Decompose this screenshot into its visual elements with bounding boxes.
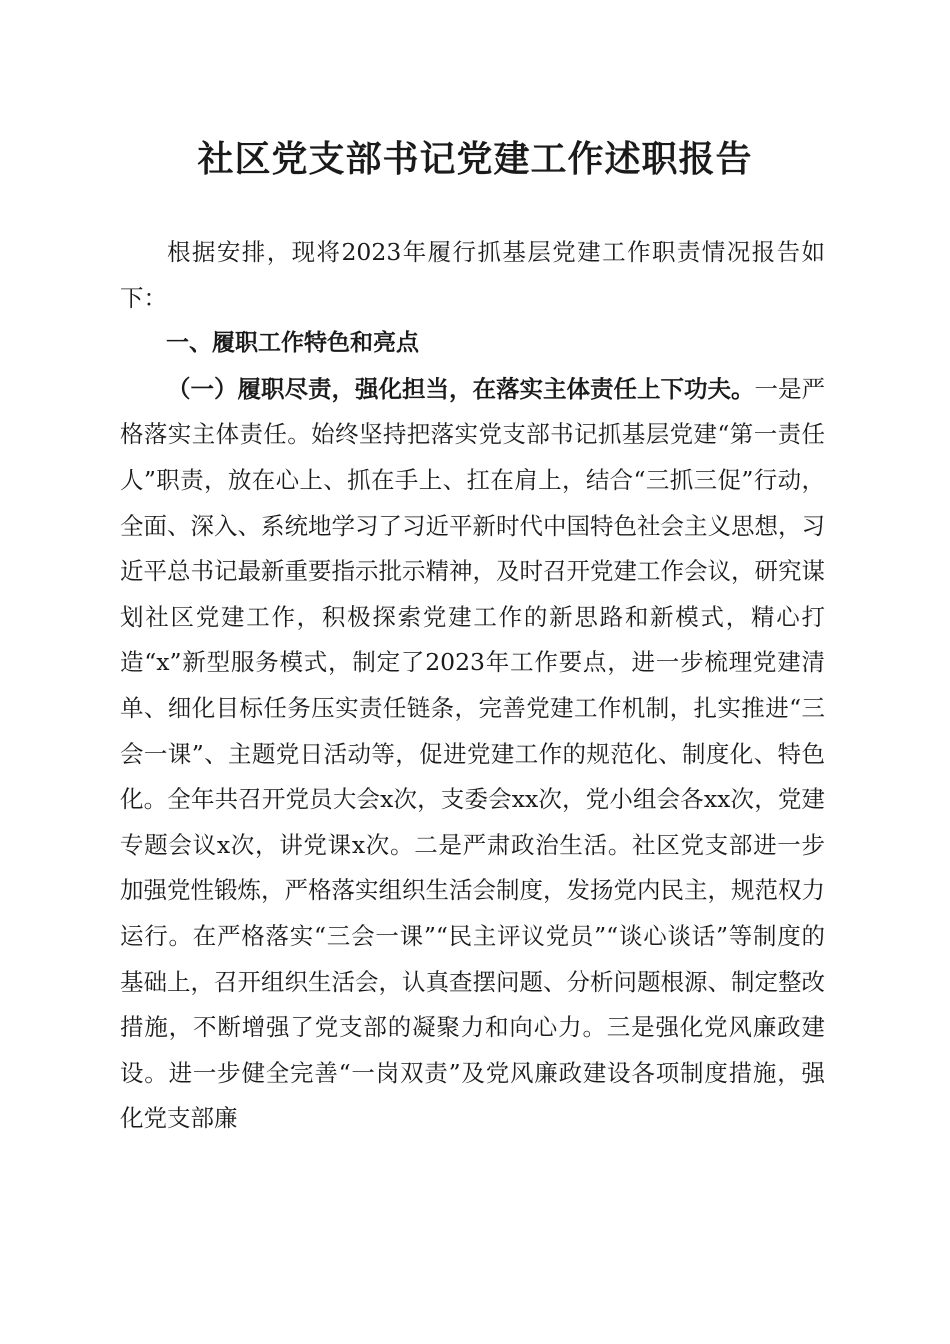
subsection-body-text: 一是严格落实主体责任。始终坚持把落实党支部书记抓基层党建“第一责任人”职责，放在心上、抓在手上、扛在肩上，结合“三抓三促”行动，全面、深入、系统地学习了习近平新时代中国特色社会主义思想，习近平总书记最新重要指示批示精神，及时召开党建工作会议，研究谋划社区党建工作，积极探索党建工作的新思路和新模式，精心打造“x”新型服务模式，制定了2023年工作要点，进一步梳理党建清单、细化目标任务压实责任链条，完善党建工作机制，扎实推进“三会一课”、主题党日活动等，促进党建工作的规范化、制度化、特色化。全年共召开党员大会x次，支委会xx次，党小组会各xx次，党建专题会议x次，讲党课x次。二是严肃政治生活。社区党支部进一步加强党性锻炼，严格落实组织生活会制度，发扬党内民主，规范权力运行。在严格落实“三会一课”“民主评议党员”“谈心谈话”等制度的基础上，召开组织生活会，认真查摆问题、分析问题根源、制定整改措施，不断增强了党支部的凝聚力和向心力。三是强化党风廉政建设。进一步健全完善“一岗双责”及党风廉政建设各项制度措施，强化党支部廉	[120, 374, 825, 1133]
intro-paragraph: 根据安排，现将2023年履行抓基层党建工作职责情况报告如下：	[120, 238, 825, 312]
subsection-heading: （一）履职尽责，强化担当，在落实主体责任上下功夫。	[167, 374, 755, 403]
subsection-paragraph	[120, 367, 825, 1142]
document-body	[120, 230, 825, 1142]
document-title: 社区党支部书记党建工作述职报告	[197, 138, 753, 180]
section-heading: 一、履职工作特色和亮点	[166, 330, 419, 357]
